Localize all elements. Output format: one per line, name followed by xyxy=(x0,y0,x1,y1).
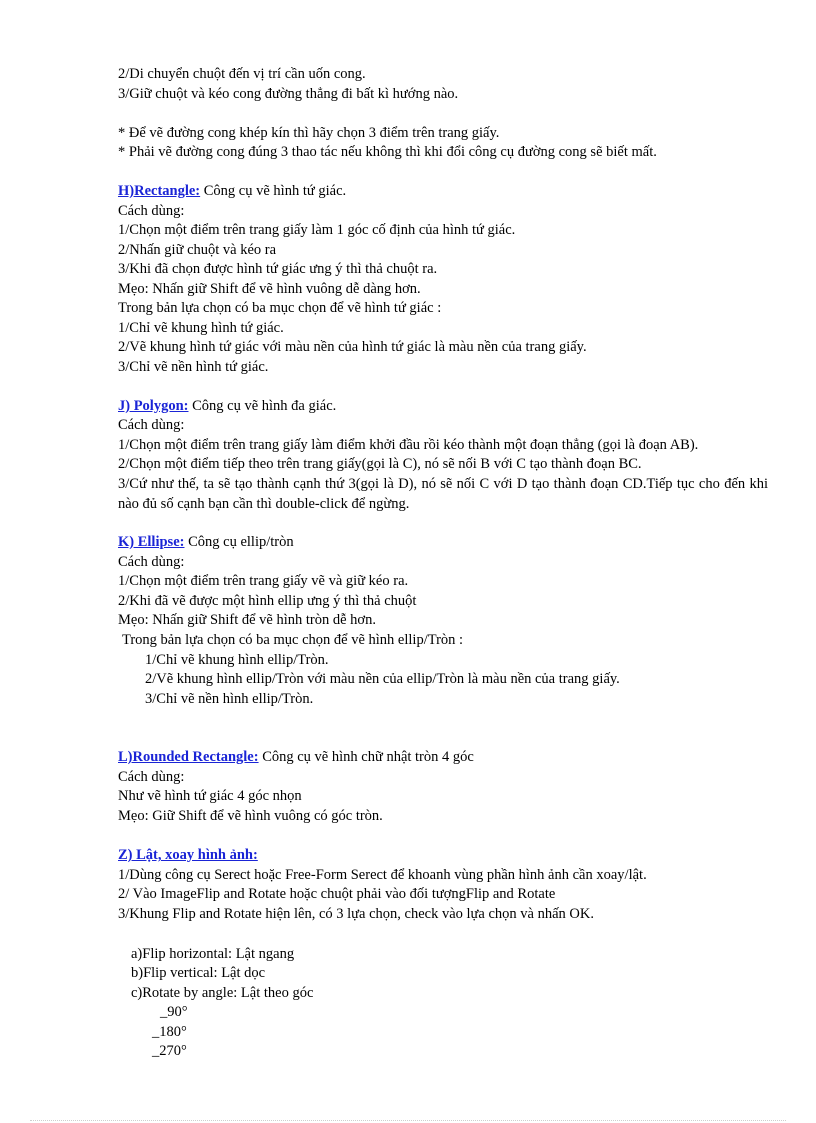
section-heading-polygon xyxy=(118,397,336,417)
text-line: 1/Chỉ vẽ khung hình tứ giác. xyxy=(118,320,284,336)
text-line: 3/Chỉ vẽ nền hình tứ giác. xyxy=(118,359,269,375)
text-line: * Phải vẽ đường cong đúng 3 thao tác nếu không thì khi đổi công cụ đường cong sẽ biết mất. xyxy=(118,144,657,160)
text-line: 1/Chọn một điểm trên trang giấy vẽ và giữ kéo ra. xyxy=(118,573,409,589)
text-line: Cách dùng: xyxy=(118,769,185,785)
text-line: Cách dùng: xyxy=(118,554,185,570)
section-heading-label: L)Rounded Rectangle: xyxy=(118,749,259,765)
section-heading-label: Z) Lật, xoay hình ảnh: xyxy=(118,847,258,863)
section-heading-desc: Công cụ vẽ hình chữ nhật tròn 4 góc xyxy=(258,749,474,765)
section-heading-desc: Công cụ vẽ hình tứ giác. xyxy=(200,183,347,199)
text-line: * Để vẽ đường cong khép kín thì hãy chọn 3 điểm trên trang giấy. xyxy=(118,125,500,141)
text-line: Mẹo: Nhấn giữ Shift để vẽ hình vuông dễ dàng hơn. xyxy=(118,281,421,297)
section-heading-label: H)Rectangle: xyxy=(118,183,201,199)
section-heading-desc: Công cụ ellip/tròn xyxy=(184,534,294,550)
list-subitem: _180° xyxy=(152,1024,187,1040)
section-heading-desc: Công cụ vẽ hình đa giác. xyxy=(188,398,337,414)
section-heading-flip-rotate xyxy=(118,846,258,866)
text-line: Mẹo: Giữ Shift để vẽ hình vuông có góc tròn. xyxy=(118,808,383,824)
list-item: c)Rotate by angle: Lật theo góc xyxy=(131,985,314,1001)
section-heading-label: K) Ellipse: xyxy=(118,534,185,550)
text-line: Trong bản lựa chọn có ba mục chọn để vẽ hình ellip/Tròn : xyxy=(122,632,464,648)
text-line: 1/Chỉ vẽ khung hình ellip/Tròn. xyxy=(145,652,329,668)
text-line: 2/Vẽ khung hình tứ giác với màu nền của hình tứ giác là màu nền của trang giấy. xyxy=(118,339,587,355)
text-line: 1/Chọn một điểm trên trang giấy làm điểm khởi đầu rồi kéo thành một đoạn thẳng (gọi là đoạn AB). xyxy=(118,437,699,453)
text-line: 1/Dùng công cụ Serect hoặc Free-Form Serect để khoanh vùng phần hình ảnh cần xoay/lật. xyxy=(118,867,647,883)
section-heading-label: J) Polygon: xyxy=(118,398,189,414)
text-line: Như vẽ hình tứ giác 4 góc nhọn xyxy=(118,788,302,804)
text-line: Cách dùng: xyxy=(118,417,185,433)
list-item: a)Flip horizontal: Lật ngang xyxy=(131,946,295,962)
page-bottom-divider xyxy=(30,1120,786,1121)
text-line: 2/Khi đã vẽ được một hình ellip ưng ý thì thả chuột xyxy=(118,593,417,609)
text-line: Trong bản lựa chọn có ba mục chọn để vẽ hình tứ giác : xyxy=(118,300,442,316)
list-subitem: _90° xyxy=(160,1004,188,1020)
text-line: 3/Giữ chuột và kéo cong đường thẳng đi bất kì hướng nào. xyxy=(118,86,459,102)
text-line: 3/Khi đã chọn được hình tứ giác ưng ý thì thả chuột ra. xyxy=(118,261,438,277)
section-heading-rectangle xyxy=(118,182,346,202)
text-line: 2/ Vào ImageFlip and Rotate hoặc chuột phải vào đối tượngFlip and Rotate xyxy=(118,886,556,902)
list-subitem: _270° xyxy=(152,1043,187,1059)
text-line: 2/Di chuyển chuột đến vị trí cần uốn cong. xyxy=(118,66,366,82)
section-heading-ellipse xyxy=(118,533,294,553)
text-line: 3/Chỉ vẽ nền hình ellip/Tròn. xyxy=(145,691,314,707)
list-item: b)Flip vertical: Lật dọc xyxy=(131,965,266,981)
text-paragraph: 3/Cứ như thế, ta sẽ tạo thành cạnh thứ 3(gọi là D), nó sẽ nối C với D tạo thành đoạn CD.Tiếp tục cho đến khi nào đủ số cạnh bạn cần thì double-click để ngừng. xyxy=(118,476,768,512)
text-line: Cách dùng: xyxy=(118,203,185,219)
text-line: 2/Chọn một điểm tiếp theo trên trang giấy(gọi là C), nó sẽ nối B với C tạo thành đoạn BC. xyxy=(118,456,642,472)
text-line: 2/Vẽ khung hình ellip/Tròn với màu nền của ellip/Tròn là màu nền của trang giấy. xyxy=(145,671,620,687)
text-line: 1/Chọn một điểm trên trang giấy làm 1 góc cố định của hình tứ giác. xyxy=(118,222,516,238)
text-line: Mẹo: Nhấn giữ Shift để vẽ hình tròn dễ hơn. xyxy=(118,612,376,628)
text-line: 3/Khung Flip and Rotate hiện lên, có 3 lựa chọn, check vào lựa chọn và nhấn OK. xyxy=(118,906,594,922)
text-line: 2/Nhấn giữ chuột và kéo ra xyxy=(118,242,277,258)
section-heading-rounded-rectangle xyxy=(118,748,474,768)
